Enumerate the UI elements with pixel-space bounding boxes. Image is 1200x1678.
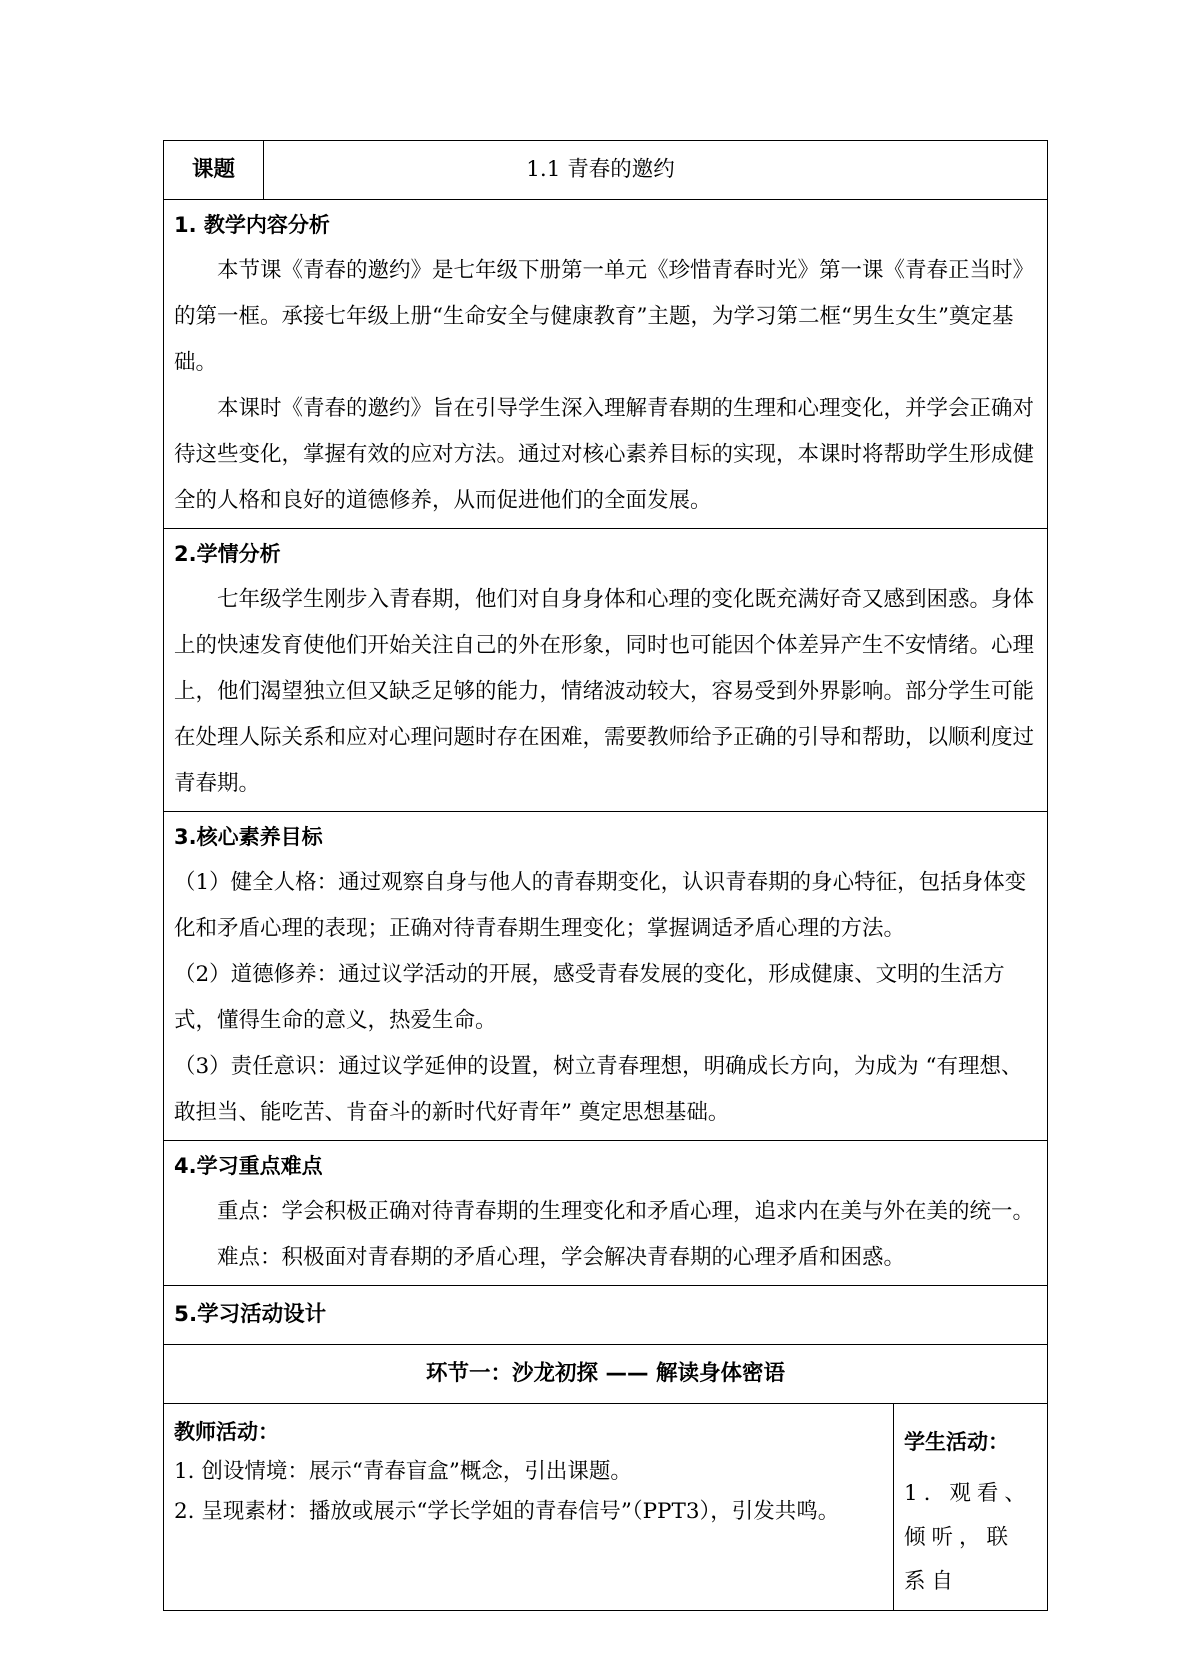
- section-core-goals: [164, 812, 1048, 1141]
- section-heading: 2.学情分析: [174, 542, 281, 566]
- activity-row: [164, 1404, 1048, 1611]
- section-activity-design: [164, 1286, 1048, 1345]
- difficulty-point: 难点：积极面对青春期的矛盾心理，学会解决青春期的心理矛盾和困惑。: [217, 1245, 906, 1270]
- teacher-activity-heading: 教师活动：: [174, 1420, 279, 1444]
- teacher-activity-item: 1. 创设情境：展示“青春盲盒”概念，引出课题。: [174, 1459, 632, 1484]
- section-content-analysis: [164, 200, 1048, 529]
- teacher-activity-item: 2. 呈现素材：播放或展示“学长学姐的青春信号”（PPT3），引发共鸣。: [174, 1499, 840, 1524]
- student-activity-text: 1. 观看、倾听，联系自: [904, 1481, 1032, 1594]
- section-heading: 5.学习活动设计: [164, 1286, 1048, 1345]
- topic-label: 课题: [164, 141, 264, 200]
- step-title: 环节一：沙龙初探 —— 解读身体密语: [164, 1345, 1048, 1404]
- student-activity-heading: 学生活动：: [904, 1430, 1009, 1454]
- section-learner-analysis: [164, 529, 1048, 812]
- paragraph: 本节课《青春的邀约》是七年级下册第一单元《珍惜青春时光》第一课《青春正当时》的第一框。承接七年级上册“生命安全与健康教育”主题，为学习第二框“男生女生”奠定基础。: [174, 258, 1035, 375]
- goal-item: （1）健全人格：通过观察自身与他人的青春期变化，认识青春期的身心特征，包括身体变化和矛盾心理的表现；正确对待青春期生理变化；掌握调适矛盾心理的方法。: [174, 870, 1027, 941]
- goal-item: （3）责任意识：通过议学延伸的设置，树立青春理想，明确成长方向，为成为 “有理想、敢担当、能吃苦、肯奋斗的新时代好青年” 奠定思想基础。: [174, 1054, 1023, 1125]
- goal-item: （2）道德修养：通过议学活动的开展，感受青春发展的变化，形成健康、文明的生活方式，懂得生命的意义，热爱生命。: [174, 962, 1005, 1033]
- paragraph: 七年级学生刚步入青春期，他们对自身身体和心理的变化既充满好奇又感到困惑。身体上的快速发育使他们开始关注自己的外在形象，同时也可能因个体差异产生不安情绪。心理上，他们渴望独立但又缺乏足够的能力，情绪波动较大，容易受到外界影响。部分学生可能在处理人际关系和应对心理问题时存在困难，需要教师给予正确的引导和帮助，以顺利度过青春期。: [174, 587, 1035, 796]
- lesson-plan-table: [163, 140, 1048, 1611]
- section-heading: 4.学习重点难点: [174, 1154, 323, 1178]
- section-heading: 1. 教学内容分析: [174, 213, 330, 237]
- section-heading: 3.核心素养目标: [174, 825, 323, 849]
- topic-value: 1.1 青春的邀约: [264, 141, 1048, 200]
- step-title-row: [164, 1345, 1048, 1404]
- topic-row: [164, 141, 1048, 200]
- paragraph: 本课时《青春的邀约》旨在引导学生深入理解青春期的生理和心理变化，并学会正确对待这些变化，掌握有效的应对方法。通过对核心素养目标的实现，本课时将帮助学生形成健全的人格和良好的道德修养，从而促进他们的全面发展。: [174, 396, 1035, 513]
- key-point: 重点：学会积极正确对待青春期的生理变化和矛盾心理，追求内在美与外在美的统一。: [217, 1199, 1035, 1224]
- section-key-points: [164, 1141, 1048, 1286]
